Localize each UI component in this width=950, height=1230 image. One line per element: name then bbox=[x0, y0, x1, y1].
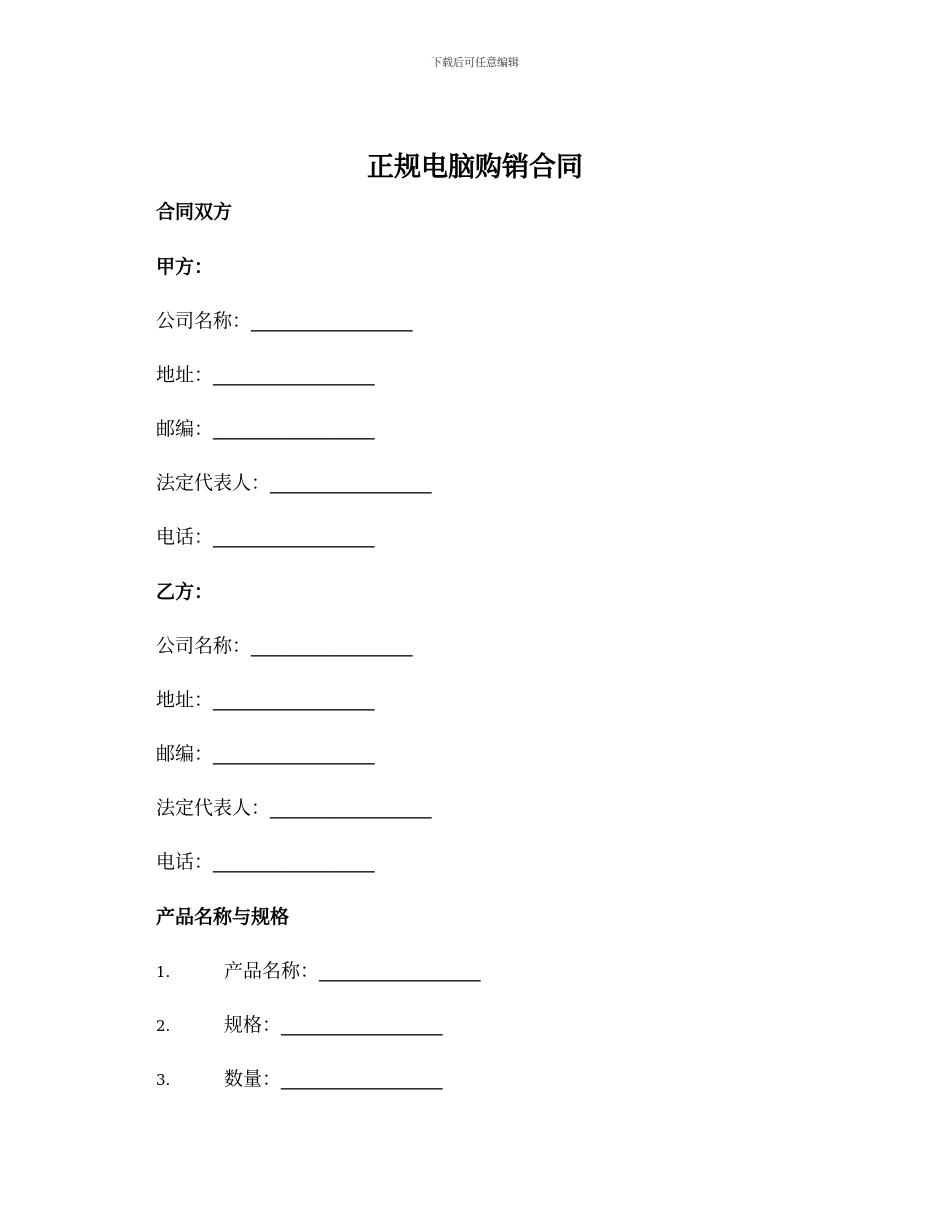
party-b-postcode-field: 邮编：_________________ bbox=[156, 743, 375, 765]
party-a-company-field: 公司名称：_________________ bbox=[156, 310, 413, 332]
party-a-postcode-field: 邮编：_________________ bbox=[156, 418, 375, 440]
section-heading-parties: 合同双方 bbox=[156, 201, 233, 223]
header-note: 下载后可任意编辑 bbox=[431, 56, 519, 69]
party-a-heading: 甲方： bbox=[156, 256, 214, 278]
section-heading-product: 产品名称与规格 bbox=[156, 906, 290, 928]
party-b-company-field: 公司名称：_________________ bbox=[156, 635, 413, 657]
party-a-representative-field: 法定代表人：_________________ bbox=[156, 472, 432, 494]
document-title: 正规电脑购销合同 bbox=[367, 152, 583, 183]
product-item-name bbox=[156, 958, 481, 985]
party-a-address-field: 地址：_________________ bbox=[156, 364, 375, 386]
list-number: 1. bbox=[156, 963, 171, 981]
list-item-text: 产品名称：_________________ bbox=[224, 960, 481, 982]
product-item-spec bbox=[156, 1012, 443, 1039]
party-b-address-field: 地址：_________________ bbox=[156, 689, 375, 711]
party-a-phone-field: 电话：_________________ bbox=[156, 526, 375, 548]
list-number: 2. bbox=[156, 1017, 171, 1035]
party-b-heading: 乙方： bbox=[156, 581, 214, 603]
product-item-quantity bbox=[156, 1066, 443, 1093]
list-item-text: 数量：_________________ bbox=[224, 1068, 443, 1090]
party-b-phone-field: 电话：_________________ bbox=[156, 851, 375, 873]
party-b-representative-field: 法定代表人：_________________ bbox=[156, 797, 432, 819]
list-item-text: 规格：_________________ bbox=[224, 1014, 443, 1036]
list-number: 3. bbox=[156, 1071, 171, 1089]
